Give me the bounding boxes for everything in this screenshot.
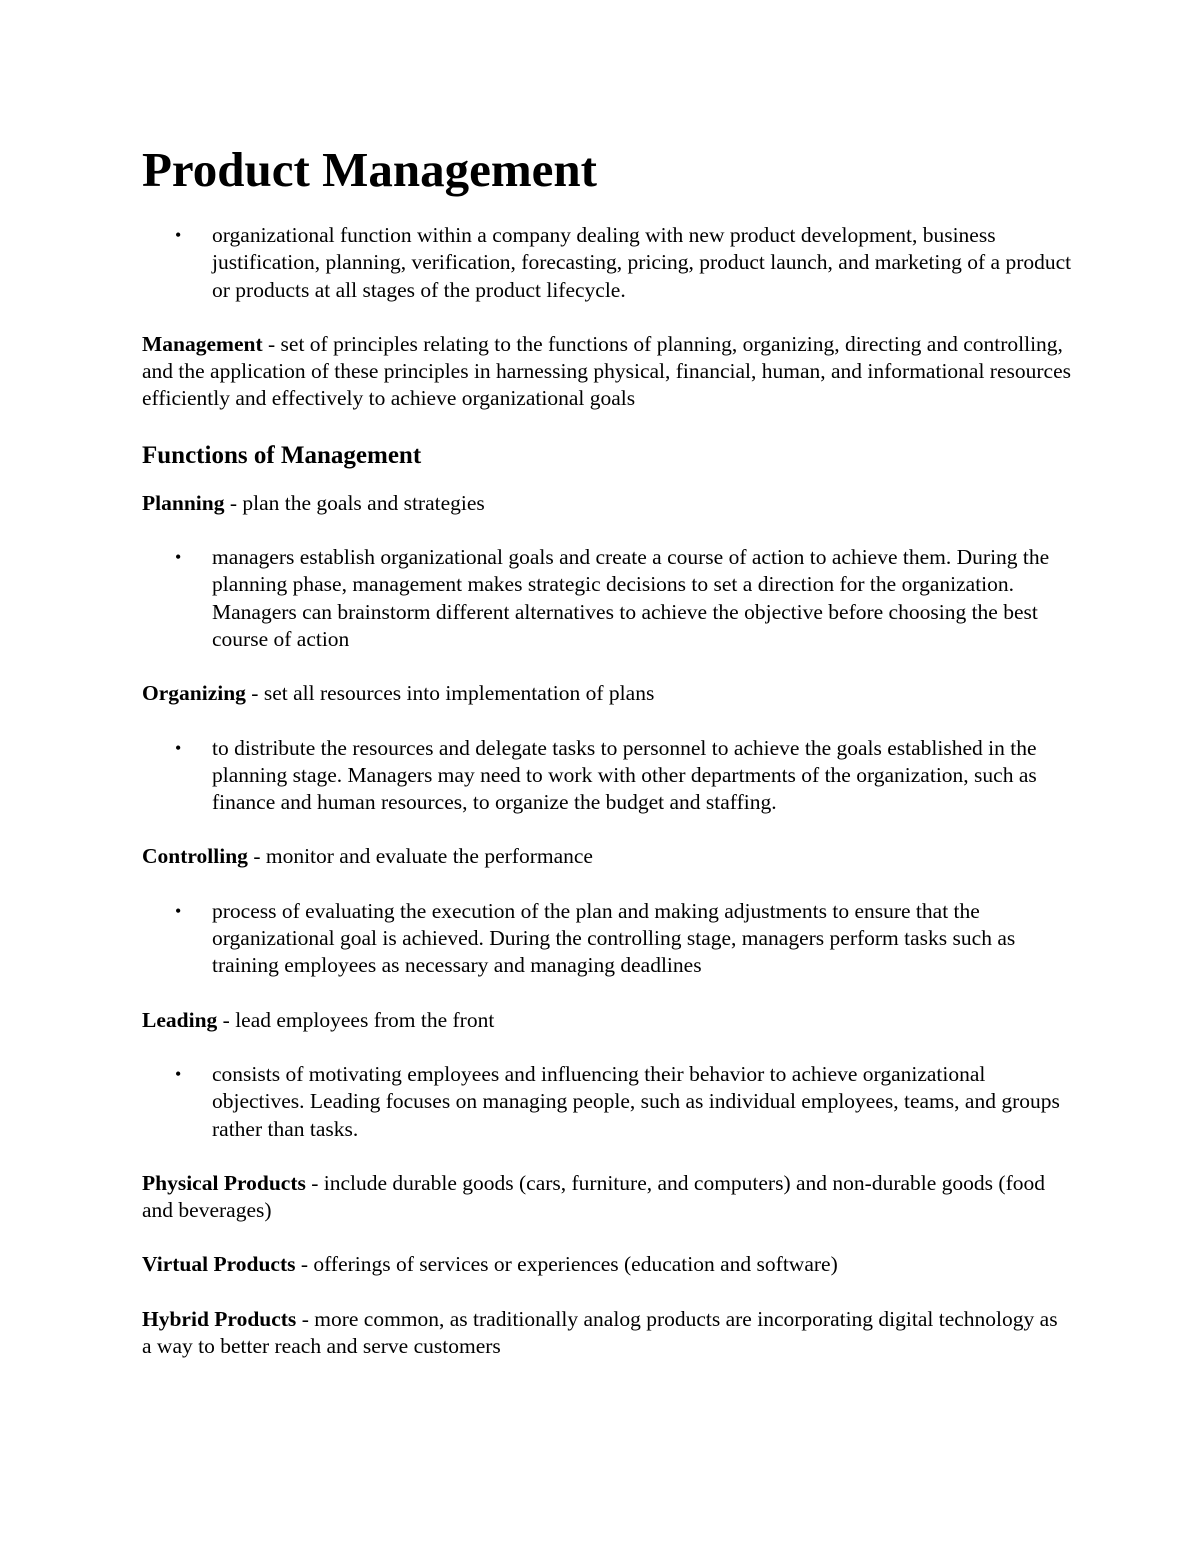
list-item — [175, 222, 1072, 304]
definition-term: Management — [142, 331, 263, 356]
function-planning — [142, 490, 1072, 517]
function-text: - lead employees from the front — [217, 1007, 495, 1032]
function-text: - set all resources into implementation of plans — [245, 681, 655, 706]
organizing-list — [142, 735, 1072, 817]
function-term: Organizing — [142, 681, 246, 706]
planning-list — [142, 544, 1072, 653]
product-text: - offerings of services or experiences (education and software) — [295, 1252, 838, 1277]
list-item-text: to distribute the resources and delegate tasks to personnel to achieve the goals established in the planning stage. Managers may need to work with other departments of the organization, such as finance and human resources, to organize the budget and staffing. — [212, 735, 1037, 815]
product-term: Hybrid Products — [142, 1306, 297, 1331]
section-heading: Functions of Management — [142, 441, 422, 469]
product-term: Virtual Products — [142, 1252, 296, 1277]
bullet-icon: • — [175, 900, 182, 921]
bullet-icon: • — [175, 1063, 182, 1084]
list-item-text: consists of motivating employees and influencing their behavior to achieve organizational objectives. Leading focuses on managing people, such as individual employees, teams, and groups rather than tasks. — [212, 1061, 1060, 1141]
product-text: - include durable goods (cars, furniture, and computers) and non-durable goods (food and beverages) — [142, 1170, 1045, 1223]
product-text: - more common, as traditionally analog products are incorporating digital technology as a way to better reach and serve customers — [142, 1306, 1058, 1359]
function-term: Planning — [142, 490, 225, 515]
function-organizing — [142, 680, 1072, 707]
function-text: - monitor and evaluate the performance — [247, 844, 593, 869]
list-item — [175, 898, 1072, 980]
hybrid-products — [142, 1306, 1072, 1361]
list-item — [175, 735, 1072, 817]
list-item — [175, 1061, 1072, 1143]
virtual-products — [142, 1251, 1072, 1278]
bullet-icon: • — [175, 737, 182, 758]
list-item — [175, 544, 1072, 653]
list-item-text: process of evaluating the execution of the plan and making adjustments to ensure that the organizational goal is achieved. During the controlling stage, managers perform tasks such as training employees as necessary and managing deadlines — [212, 898, 1016, 978]
function-leading — [142, 1007, 1072, 1034]
management-definition — [142, 331, 1072, 413]
bullet-icon: • — [175, 225, 182, 245]
bullet-icon: • — [175, 547, 182, 568]
definition-text: - set of principles relating to the functions of planning, organizing, directing and controlling, and the application of these principles in harnessing physical, financial, human, and informational resources efficiently and effectively to achieve organizational goals — [142, 331, 1071, 411]
intro-list — [142, 222, 1072, 304]
product-term: Physical Products — [142, 1170, 306, 1195]
function-term: Leading — [142, 1007, 218, 1032]
function-text: - plan the goals and strategies — [224, 490, 485, 515]
document-page — [142, 140, 1072, 1387]
list-item-text: managers establish organizational goals and create a course of action to achieve them. During the planning phase, management makes strategic decisions to set a direction for the organization. Managers can brainstorm different alternatives to achieve the objective before choosing the best course of action — [212, 545, 1050, 651]
leading-list — [142, 1061, 1072, 1143]
physical-products — [142, 1170, 1072, 1225]
function-term: Controlling — [142, 844, 248, 869]
list-item-text: organizational function within a company dealing with new product development, business justification, planning, verification, forecasting, pricing, product launch, and marketing of a product or products at all stages of the product lifecycle. — [212, 223, 1072, 302]
function-controlling — [142, 843, 1072, 870]
page-title: Product Management — [142, 142, 597, 197]
controlling-list — [142, 898, 1072, 980]
